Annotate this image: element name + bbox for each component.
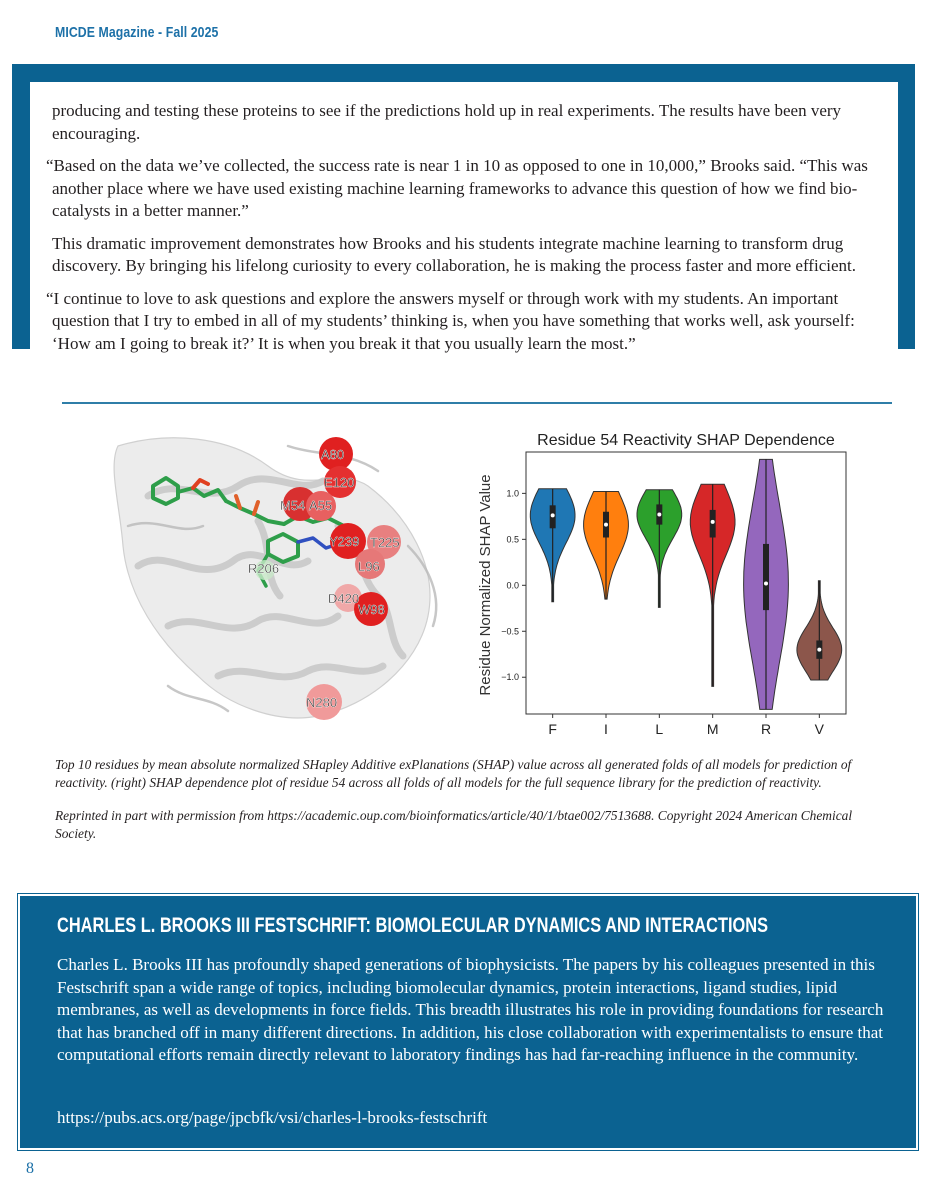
caption-credit: Reprinted in part with permission from https://academic.oup.com/bioinformatics/article/40/1/btae002/7513688. Copyright 2024 American Chemical Society. — [55, 808, 853, 841]
residue-label: R206 — [248, 561, 280, 576]
figure-caption — [55, 756, 895, 858]
y-tick-label: 0.0 — [506, 580, 519, 591]
x-tick-label: F — [548, 721, 557, 737]
section-divider — [62, 402, 892, 404]
violin-iqr — [763, 544, 769, 610]
residue-label: L96 — [358, 559, 380, 574]
chart-y-label: Residue Normalized SHAP Value — [477, 474, 494, 696]
chart-title: Residue 54 Reactivity SHAP Dependence — [537, 432, 835, 449]
x-tick-label: L — [655, 721, 664, 737]
violin-median — [711, 520, 715, 524]
article-quote: “I continue to love to ask questions and explore the answers myself or through work with my students. An important question that I try to embed in all of my students’ thinking is, when you have something that works well, ask yourself: ‘How am I going to break it?’ It is when you break it that you usually learn the most.” — [46, 288, 855, 353]
festschrift-sidebar — [18, 894, 918, 1150]
residue-label: Y239 — [329, 534, 360, 549]
residue-label: T225 — [370, 535, 400, 550]
residue-label: A55 — [309, 498, 333, 513]
chart-x-axis — [548, 714, 824, 737]
article-body — [46, 100, 892, 365]
x-tick-label: I — [604, 721, 608, 737]
violin-median — [604, 523, 608, 527]
article-paragraph: producing and testing these proteins to see if the predictions hold up in real experiments. The results have been very encouraging. — [52, 101, 842, 143]
residue-label: D420 — [328, 591, 360, 606]
article-paragraph: This dramatic improvement demonstrates how Brooks and his students integrate machine learning to transform drug discovery. By bringing his lifelong curiosity to every collaboration, he is making the process faster and more efficient. — [52, 233, 856, 275]
sidebar-body: Charles L. Brooks III has profoundly shaped generations of biophysicists. The papers by his colleagues presented in this Festschrift span a wide range of topics, including biomolecular dynamics, protein interactions, ligand studies, lipid membranes, as well as developments in force fields. This breadth illustrates his role in providing foundations for research that has branched off in many different directions. In addition, his close collaboration with experimentalists to ensure that computational efforts remain directly relevant to laboratory findings has had far-reaching influence in the community. — [57, 955, 884, 1064]
residue-label: W98 — [358, 602, 385, 617]
residue-label: E120 — [324, 475, 355, 490]
violin-median — [657, 513, 661, 517]
caption-text: Top 10 residues by mean absolute normalized SHapley Additive exPlanations (SHAP) value across all generated folds of all models for prediction of reactivity. (right) SHAP dependence plot of residue 54 across all folds of all models for the full sequence library for the prediction of reactivity. — [55, 757, 852, 790]
violin-median — [551, 513, 555, 517]
magazine-header: MICDE Magazine - Fall 2025 — [55, 24, 219, 41]
page-number: 8 — [26, 1160, 34, 1177]
chart-violins — [530, 459, 841, 709]
chart-plot-frame — [526, 452, 846, 714]
sidebar-link[interactable]: https://pubs.acs.org/page/jpcbfk/vsi/charles-l-brooks-festschrift — [57, 1108, 488, 1127]
protein-structure-figure — [108, 426, 478, 726]
article-quote: “Based on the data we’ve collected, the success rate is near 1 in 10 as opposed to one in 10,000,” Brooks said. “This was another place where we have used existing machine learning frameworks to advance this question of how we find bio-catalysts in a better manner.” — [46, 156, 868, 220]
violin-median — [764, 581, 768, 585]
x-tick-label: V — [814, 721, 825, 737]
residue-label: N280 — [306, 695, 338, 710]
y-tick-label: 1.0 — [506, 488, 519, 499]
residue-label: M54 — [280, 498, 306, 513]
residue-label: A80 — [321, 447, 345, 462]
shap-dependence-chart — [470, 425, 860, 740]
y-tick-label: −1.0 — [501, 672, 519, 683]
y-tick-label: −0.5 — [501, 626, 519, 637]
x-tick-label: R — [760, 721, 772, 737]
chart-y-axis — [501, 488, 526, 682]
violin-median — [817, 648, 821, 652]
x-tick-label: M — [706, 721, 719, 737]
y-tick-label: 0.5 — [506, 534, 519, 545]
sidebar-title: CHARLES L. BROOKS III FESTSCHRIFT: BIOMOLECULAR DYNAMICS AND INTERACTIONS — [57, 914, 769, 937]
